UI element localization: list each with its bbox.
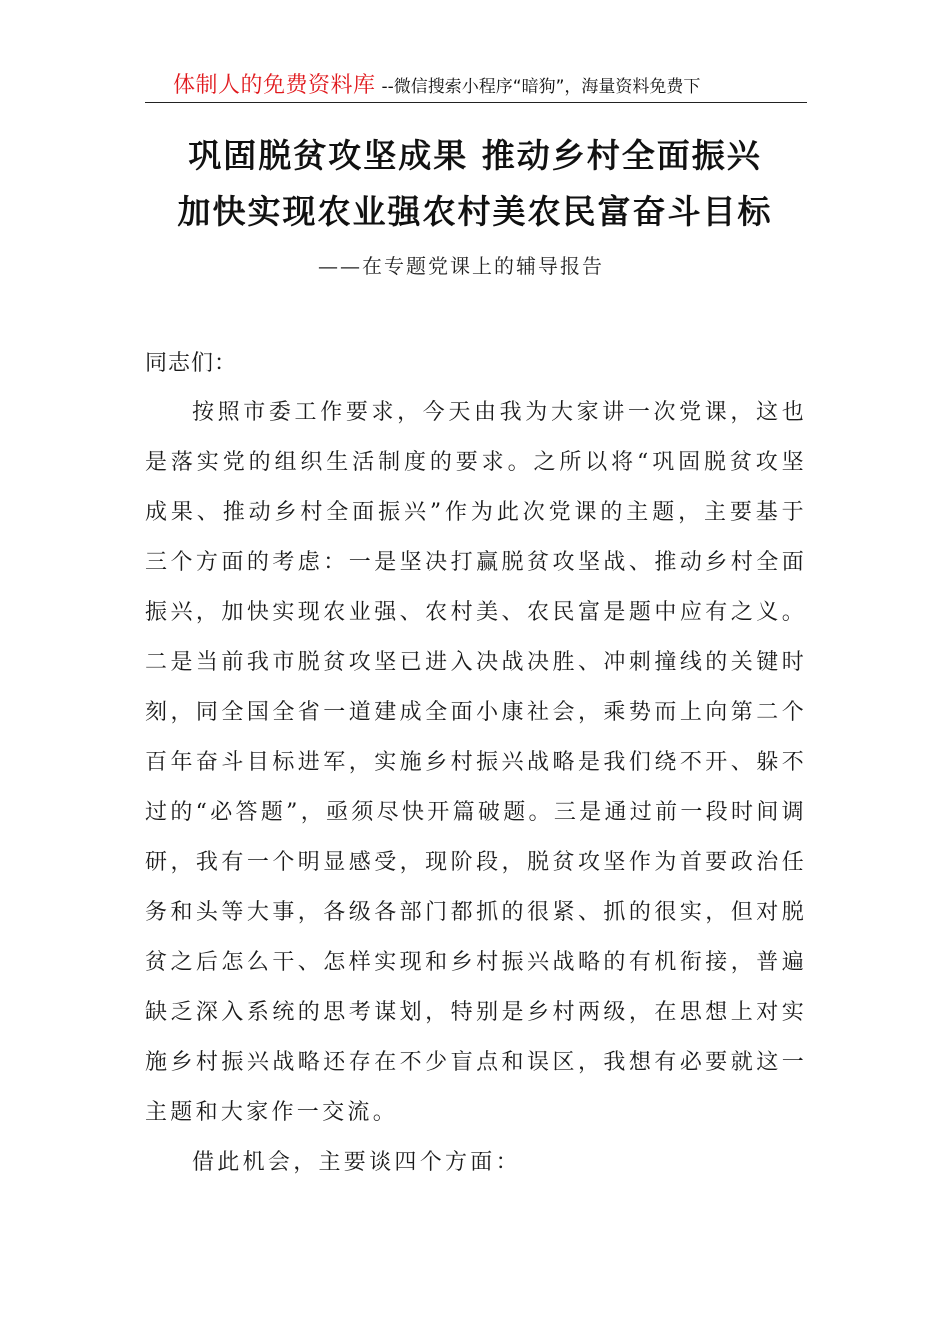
body-paragraph: 按照市委工作要求，今天由我为大家讲一次党课，这也是落实党的组织生活制度的要求。之所以将“巩固脱贫攻坚成果、推动乡村全面振兴”作为此次党课的主题，主要基于三个方面的考虑：一是坚决打赢脱贫攻坚战、推动乡村全面振兴，加快实现农业强、农村美、农民富是题中应有之义。二是当前我市脱贫攻坚已进入决战决胜、冲刺撞线的关键时刻，同全国全省一道建成全面小康社会，乘势而上向第二个百年奋斗目标进军，实施乡村振兴战略是我们绕不开、躲不过的“必答题”，亟须尽快开篇破题。三是通过前一段时间调研，我有一个明显感受，现阶段，脱贫攻坚作为首要政治任务和头等大事，各级各部门都抓的很紧、抓的很实，但对脱贫之后怎么干、怎样实现和乡村振兴战略的有机衔接，普遍缺乏深入系统的思考谋划，特别是乡村两级，在思想上对实施乡村振兴战略还存在不少盲点和误区，我想有必要就这一主题和大家作一交流。 [145,400,807,1125]
document-title-line2: 加快实现农业强农村美农民富奋斗目标 [177,192,773,231]
body-paragraph: 借此机会，主要谈四个方面： [192,1150,521,1175]
header-slogan: --微信搜索小程序“暗狗”，海量资料免费下 [381,77,701,97]
header-brand: 体制人的免费资料库 [173,73,376,98]
document-title-line1: 巩固脱贫攻坚成果 推动乡村全面振兴 [188,136,762,175]
document-subtitle: ——在专题党课上的辅导报告 [318,254,604,278]
salutation: 同志们： [145,351,238,376]
page-header [145,68,807,103]
